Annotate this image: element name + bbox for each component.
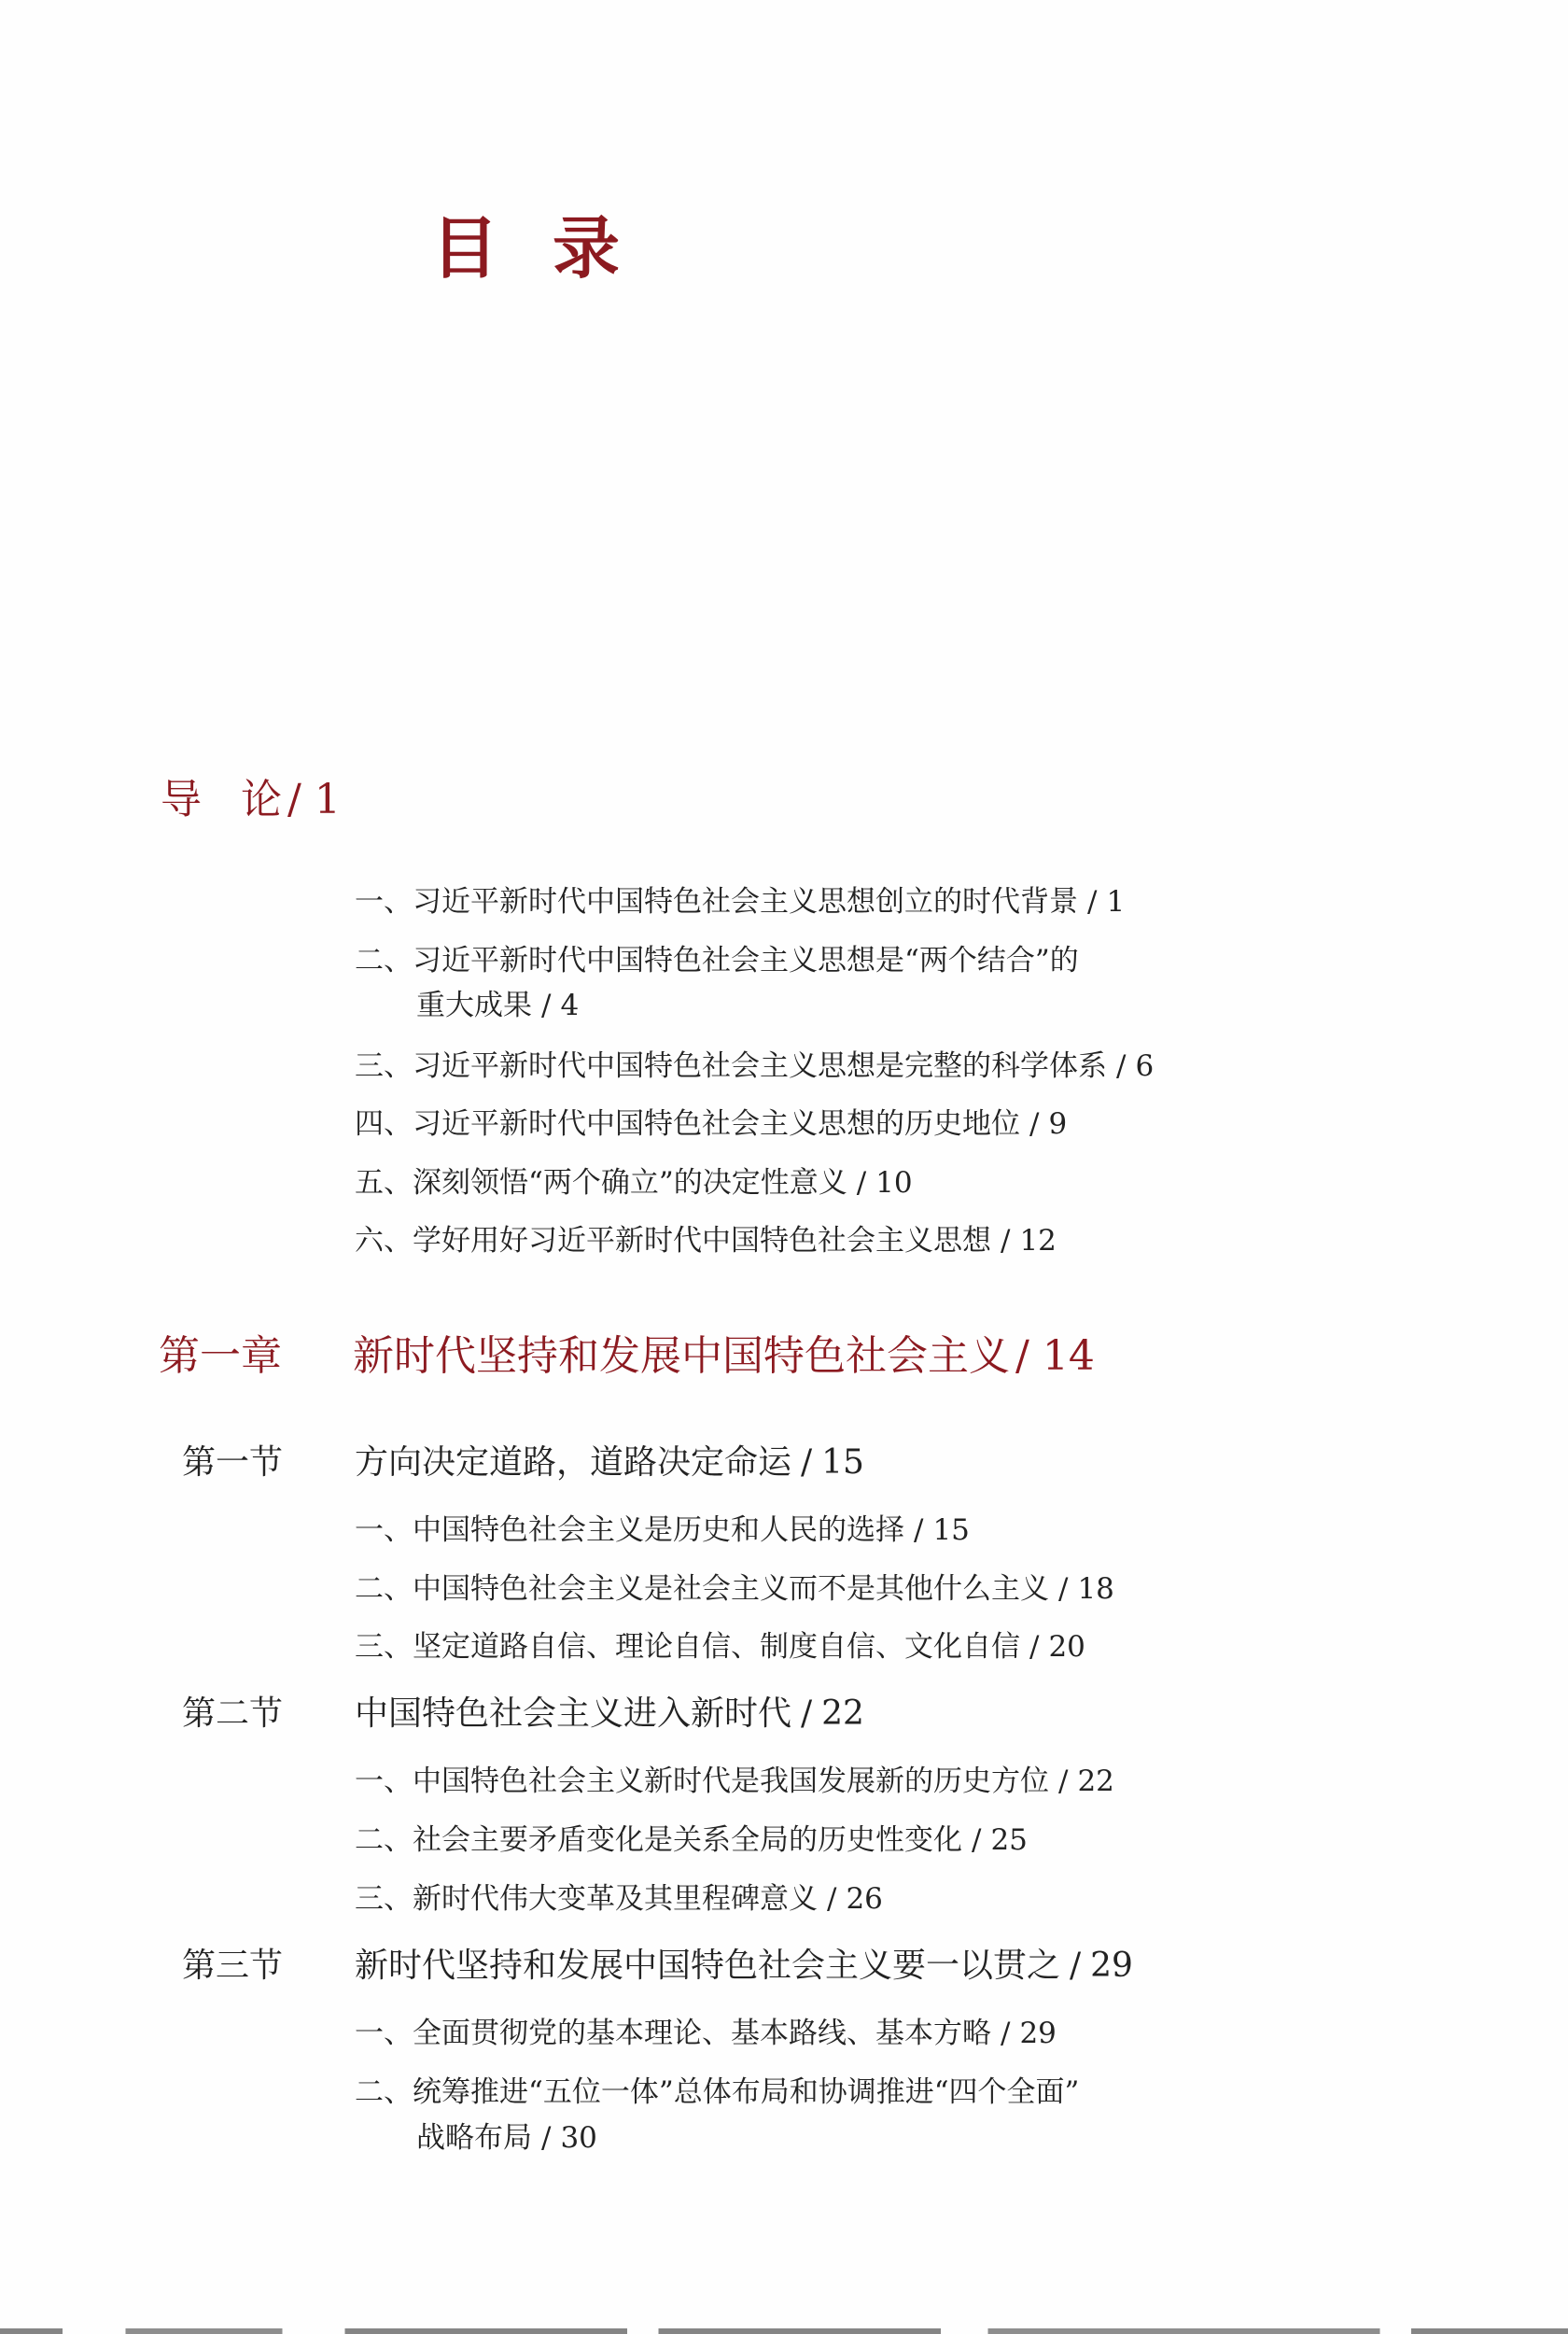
entry-page: 20 (1048, 1630, 1085, 1664)
section-page: 29 (1090, 1947, 1133, 1985)
entry-text: 重大成果 (416, 989, 532, 1022)
toc-title-char-1: 目 (431, 208, 499, 288)
toc-entry[interactable] (355, 2009, 1057, 2051)
entry-page: 22 (1077, 1765, 1114, 1798)
toc-entry[interactable] (355, 1159, 913, 1201)
entry-slash: / (972, 1823, 982, 1857)
toc-entry-continuation[interactable] (416, 981, 579, 1023)
section-page: 15 (821, 1443, 864, 1482)
scan-edge-artifact (0, 2328, 1568, 2334)
toc-entry[interactable] (355, 936, 1079, 978)
entry-slash: / (541, 2121, 552, 2155)
toc-entry[interactable] (355, 1565, 1114, 1607)
entry-text: 二、习近平新时代中国特色社会主义思想是“两个结合”的 (355, 944, 1079, 977)
entry-slash: / (1029, 1107, 1040, 1141)
entry-slash: / (1001, 1224, 1011, 1258)
toc-entry[interactable] (355, 1506, 970, 1548)
section-heading[interactable] (355, 1687, 864, 1735)
section-slash: / (801, 1694, 813, 1733)
entry-text: 二、统筹推进“五位一体”总体布局和协调推进“四个全面” (355, 2075, 1080, 2109)
chapter-heading[interactable] (159, 1322, 1279, 1378)
entry-slash: / (914, 1513, 924, 1547)
entry-slash: / (541, 989, 552, 1022)
section-label: 第一节 (182, 1443, 284, 1482)
toc-entry[interactable] (355, 878, 1125, 920)
entry-text: 四、习近平新时代中国特色社会主义思想的历史地位 (355, 1107, 1020, 1141)
entry-slash: / (827, 1882, 837, 1916)
entry-text: 五、深刻领悟“两个确立”的决定性意义 (355, 1166, 847, 1200)
entry-page: 15 (932, 1513, 970, 1547)
entry-page: 6 (1135, 1049, 1155, 1083)
section-page: 22 (821, 1694, 864, 1733)
entry-text: 一、全面贯彻党的基本理论、基本路线、基本方略 (355, 2017, 991, 2050)
toc-entry[interactable] (355, 1623, 1085, 1665)
entry-slash: / (856, 1166, 867, 1200)
entry-slash: / (1087, 885, 1098, 919)
entry-slash: / (1058, 1765, 1069, 1798)
entry-slash: / (1029, 1630, 1040, 1664)
entry-page: 25 (990, 1823, 1028, 1857)
entry-text: 一、中国特色社会主义新时代是我国发展新的历史方位 (355, 1765, 1049, 1798)
entry-slash: / (1058, 1572, 1069, 1606)
intro-page: 1 (314, 776, 341, 823)
toc-entry[interactable] (355, 1757, 1114, 1799)
entry-text: 二、中国特色社会主义是社会主义而不是其他什么主义 (355, 1572, 1049, 1606)
entry-page: 9 (1048, 1107, 1068, 1141)
entry-slash: / (1116, 1049, 1127, 1083)
chapter-title-line (353, 1322, 1095, 1382)
section-slash: / (1070, 1947, 1082, 1985)
intro-slash: / (287, 776, 301, 823)
entry-text: 一、中国特色社会主义是历史和人民的选择 (355, 1513, 904, 1547)
toc-entry[interactable] (355, 1216, 1057, 1258)
entry-page: 12 (1019, 1224, 1057, 1258)
entry-text: 三、新时代伟大变革及其里程碑意义 (355, 1882, 818, 1916)
entry-text: 三、坚定道路自信、理论自信、制度自信、文化自信 (355, 1630, 1020, 1664)
entry-page: 10 (875, 1166, 913, 1200)
entry-page: 26 (846, 1882, 883, 1916)
section-title: 方向决定道路，道路决定命运 (355, 1443, 792, 1482)
entry-page: 4 (560, 989, 580, 1022)
section-slash: / (801, 1443, 813, 1482)
toc-entry[interactable] (355, 1816, 1028, 1858)
intro-label-char-2: 论 (241, 776, 282, 823)
chapter-title: 新时代坚持和发展中国特色社会主义 (353, 1332, 1010, 1380)
section-heading[interactable] (355, 1939, 1133, 1987)
entry-page: 18 (1077, 1572, 1114, 1606)
section-title: 中国特色社会主义进入新时代 (355, 1694, 792, 1733)
section-title: 新时代坚持和发展中国特色社会主义要一以贯之 (355, 1947, 1061, 1985)
entry-page: 29 (1019, 2017, 1057, 2050)
section-heading[interactable] (355, 1436, 864, 1483)
chapter-label: 第一章 (159, 1332, 282, 1380)
entry-text: 一、习近平新时代中国特色社会主义思想创立的时代背景 (355, 885, 1078, 919)
toc-entry[interactable] (355, 1042, 1154, 1084)
entry-page: 30 (560, 2121, 597, 2155)
toc-entry[interactable] (355, 1100, 1067, 1142)
toc-entry[interactable] (355, 2068, 1079, 2110)
entry-page: 1 (1106, 885, 1126, 919)
chapter-slash: / (1015, 1332, 1029, 1380)
section-label: 第三节 (182, 1947, 284, 1985)
toc-entry-continuation[interactable] (416, 2114, 597, 2156)
toc-title-char-2: 录 (553, 208, 621, 288)
intro-heading[interactable] (161, 766, 341, 825)
entry-text: 二、社会主要矛盾变化是关系全局的历史性变化 (355, 1823, 962, 1857)
chapter-page: 14 (1042, 1332, 1095, 1380)
toc-title (431, 194, 620, 291)
toc-entry[interactable] (355, 1875, 883, 1917)
entry-text: 战略布局 (416, 2121, 532, 2155)
entry-text: 六、学好用好习近平新时代中国特色社会主义思想 (355, 1224, 991, 1258)
entry-text: 三、习近平新时代中国特色社会主义思想是完整的科学体系 (355, 1049, 1107, 1083)
section-label: 第二节 (182, 1694, 284, 1733)
entry-slash: / (1001, 2017, 1011, 2050)
intro-label-char-1: 导 (161, 776, 202, 823)
